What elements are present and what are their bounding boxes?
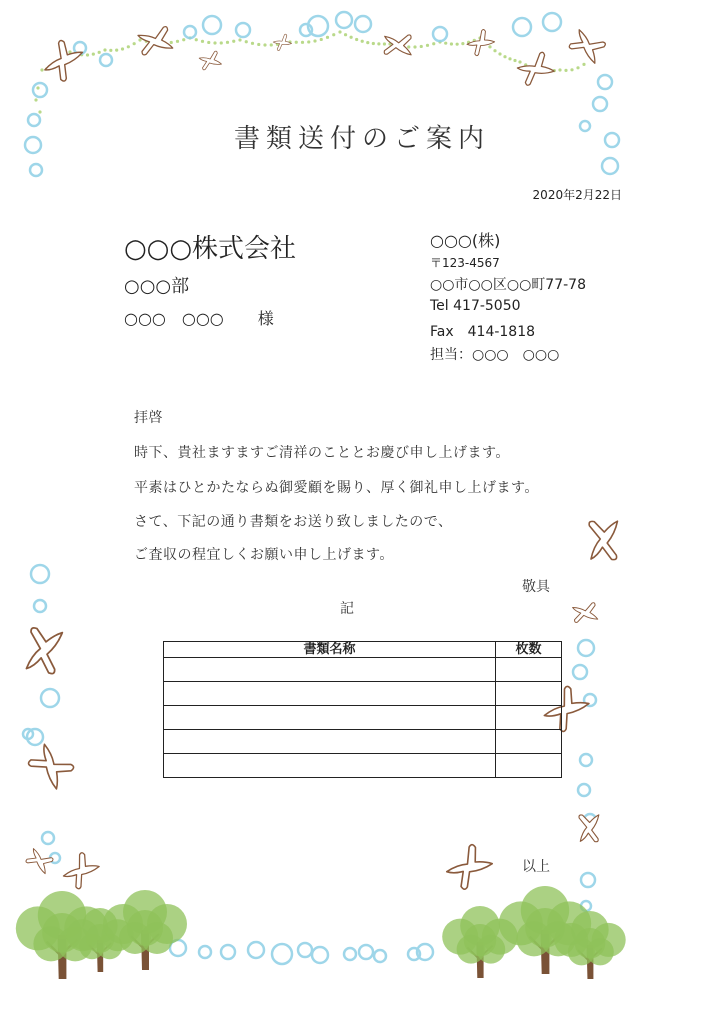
cell-document-name[interactable] bbox=[164, 706, 496, 730]
garland-dot bbox=[121, 47, 124, 50]
table-row bbox=[164, 730, 562, 754]
recipient-department: ○○○部 bbox=[124, 276, 190, 297]
bubble bbox=[27, 729, 43, 745]
closing-phrase: 敬具 bbox=[522, 579, 550, 595]
table-row bbox=[164, 658, 562, 682]
garland-dot bbox=[38, 110, 41, 113]
garland-dot bbox=[383, 42, 386, 45]
garland-dot bbox=[195, 38, 198, 41]
bubble bbox=[598, 75, 612, 89]
garland-dot bbox=[366, 41, 369, 44]
bird-icon bbox=[273, 34, 291, 50]
bubble bbox=[344, 948, 356, 960]
garland-dot bbox=[332, 33, 335, 36]
garland-dot bbox=[344, 33, 347, 36]
garland-dot bbox=[420, 45, 423, 48]
bird-icon bbox=[24, 738, 78, 795]
bubble bbox=[543, 13, 561, 31]
garland-dot bbox=[36, 86, 39, 89]
garland-dot bbox=[413, 45, 416, 48]
garland-dot bbox=[498, 52, 501, 55]
garland-dot bbox=[270, 43, 273, 46]
sender-address: ○○市○○区○○町77-78 bbox=[430, 277, 586, 293]
bubble bbox=[573, 665, 587, 679]
header-document-name: 書類名称 bbox=[164, 642, 496, 658]
salutation: 拝啓 bbox=[134, 410, 163, 426]
garland-dot bbox=[92, 53, 95, 56]
cell-page-count[interactable] bbox=[496, 658, 562, 682]
page-title: 書類送付のご案内 bbox=[233, 124, 490, 154]
garland-dot bbox=[295, 41, 298, 44]
recipient-person bbox=[124, 306, 274, 329]
recipient-name: ○○○ ○○○ bbox=[124, 309, 224, 328]
cell-document-name[interactable] bbox=[164, 754, 496, 778]
bubble bbox=[33, 83, 47, 97]
garland-dot bbox=[426, 44, 429, 47]
sender-tel: Tel 417-5050 bbox=[430, 298, 521, 314]
cell-document-name[interactable] bbox=[164, 682, 496, 706]
garland-dot bbox=[432, 42, 435, 45]
garland-dot bbox=[456, 43, 459, 46]
garland-dot bbox=[251, 42, 254, 45]
cell-document-name[interactable] bbox=[164, 730, 496, 754]
recipient-honorific: 様 bbox=[257, 309, 274, 328]
garland-dot bbox=[133, 42, 136, 45]
garland-dot bbox=[86, 53, 89, 56]
tree-decorations bbox=[16, 886, 626, 979]
garland-dot bbox=[326, 36, 329, 39]
garland-dot bbox=[444, 42, 447, 45]
garland-dot bbox=[377, 42, 380, 45]
bubble bbox=[298, 943, 312, 957]
bird-icon bbox=[58, 849, 104, 893]
garland-dot bbox=[207, 41, 210, 44]
bubble bbox=[593, 97, 607, 111]
body-line: ご査収の程宜しくお願い申し上げます。 bbox=[134, 547, 394, 563]
cell-document-name[interactable] bbox=[164, 658, 496, 682]
bubble bbox=[199, 946, 211, 958]
bubble bbox=[248, 942, 264, 958]
bird-icon bbox=[197, 48, 223, 72]
garland-dot bbox=[40, 68, 43, 71]
bubble bbox=[580, 754, 592, 766]
garland-dot bbox=[488, 45, 491, 48]
garland-dot bbox=[582, 63, 585, 66]
bird-icon bbox=[10, 616, 77, 684]
garland-dot bbox=[213, 41, 216, 44]
garland-dot bbox=[338, 30, 341, 33]
note-header: 記 bbox=[340, 601, 354, 617]
garland-dot bbox=[238, 38, 241, 41]
tree-icon bbox=[103, 890, 187, 970]
garland-dot bbox=[232, 40, 235, 43]
bird-icon bbox=[442, 841, 497, 893]
table-row bbox=[164, 706, 562, 730]
bubble bbox=[336, 12, 352, 28]
bird-icon bbox=[574, 509, 633, 569]
garland-dot bbox=[176, 40, 179, 43]
garland-dot bbox=[564, 69, 567, 72]
bubble bbox=[221, 945, 235, 959]
garland-dot bbox=[350, 36, 353, 39]
bird-icon bbox=[564, 22, 611, 70]
garland-dot bbox=[201, 40, 204, 43]
bubble bbox=[184, 26, 196, 38]
garland-dot bbox=[320, 38, 323, 41]
end-mark: 以上 bbox=[522, 859, 550, 875]
sender-company: ○○○(株) bbox=[430, 231, 501, 250]
bubble bbox=[272, 944, 292, 964]
sender-contact: 担当：○○○ ○○○ bbox=[430, 347, 560, 363]
bubble bbox=[30, 164, 42, 176]
garland-dot bbox=[513, 59, 516, 62]
garland-dot bbox=[461, 42, 464, 45]
sender-zip: 〒123-4567 bbox=[430, 256, 500, 270]
bubble bbox=[236, 23, 250, 37]
body-line: さて、下記の通り書類をお送り致しましたので、 bbox=[134, 514, 453, 530]
cell-page-count[interactable] bbox=[496, 730, 562, 754]
bubble bbox=[581, 873, 595, 887]
cell-page-count[interactable] bbox=[496, 706, 562, 730]
garland-dot bbox=[450, 42, 453, 45]
garland-dot bbox=[361, 40, 364, 43]
garland-dot bbox=[493, 49, 496, 52]
cell-page-count[interactable] bbox=[496, 754, 562, 778]
sender-fax: Fax 414-1818 bbox=[430, 324, 536, 340]
bubble bbox=[602, 158, 618, 174]
garland-dot bbox=[372, 42, 375, 45]
recipient-company: ○○○株式会社 bbox=[124, 234, 297, 264]
bubble bbox=[100, 54, 112, 66]
table-row bbox=[164, 754, 562, 778]
bubble bbox=[34, 600, 46, 612]
bubble bbox=[31, 565, 49, 583]
garland-dot bbox=[98, 51, 101, 54]
bubble bbox=[433, 27, 447, 41]
garland-dot bbox=[518, 60, 521, 63]
garland-dot bbox=[257, 43, 260, 46]
garland-dot bbox=[182, 38, 185, 41]
bubble bbox=[355, 16, 371, 32]
garland-dot bbox=[220, 41, 223, 44]
garland-dot bbox=[508, 57, 511, 60]
garland-dot bbox=[407, 45, 410, 48]
bubble bbox=[374, 950, 386, 962]
garland-dot bbox=[576, 66, 579, 69]
garland-dot bbox=[127, 45, 130, 48]
dotted-garland bbox=[34, 30, 585, 113]
garland-dot bbox=[103, 48, 106, 51]
garland-dot bbox=[245, 40, 248, 43]
bubble bbox=[312, 947, 328, 963]
bubble bbox=[578, 640, 594, 656]
garland-dot bbox=[313, 39, 316, 42]
garland-dot bbox=[263, 43, 266, 46]
bird-icon bbox=[22, 843, 57, 879]
body-line: 平素はひとかたならぬ御愛顧を賜り、厚く御礼申し上げます。 bbox=[134, 480, 539, 496]
garland-dot bbox=[570, 68, 573, 71]
garland-dot bbox=[34, 98, 37, 101]
bird-icon bbox=[517, 52, 554, 85]
garland-dot bbox=[307, 40, 310, 43]
bubble bbox=[203, 16, 221, 34]
garland-dot bbox=[558, 68, 561, 71]
garland-dot bbox=[115, 49, 118, 52]
bird-icon bbox=[568, 596, 602, 629]
document-date: 2020年2月22日 bbox=[532, 188, 622, 202]
garland-dot bbox=[170, 41, 173, 44]
body-line: 時下、貴社ますますご清祥のこととお慶び申し上げます。 bbox=[134, 445, 510, 461]
table-row bbox=[164, 682, 562, 706]
header-page-count: 枚数 bbox=[496, 642, 562, 658]
cell-page-count[interactable] bbox=[496, 682, 562, 706]
garland-dot bbox=[226, 41, 229, 44]
garland-dot bbox=[503, 55, 506, 58]
bubble bbox=[359, 945, 373, 959]
garland-dot bbox=[109, 49, 112, 52]
bubble bbox=[513, 18, 531, 36]
bubble bbox=[578, 784, 590, 796]
bubble bbox=[42, 832, 54, 844]
table-header-row bbox=[164, 642, 562, 658]
garland-dot bbox=[355, 38, 358, 41]
document-table bbox=[163, 641, 562, 778]
bird-icon bbox=[465, 28, 496, 57]
bubble bbox=[41, 689, 59, 707]
garland-dot bbox=[301, 41, 304, 44]
